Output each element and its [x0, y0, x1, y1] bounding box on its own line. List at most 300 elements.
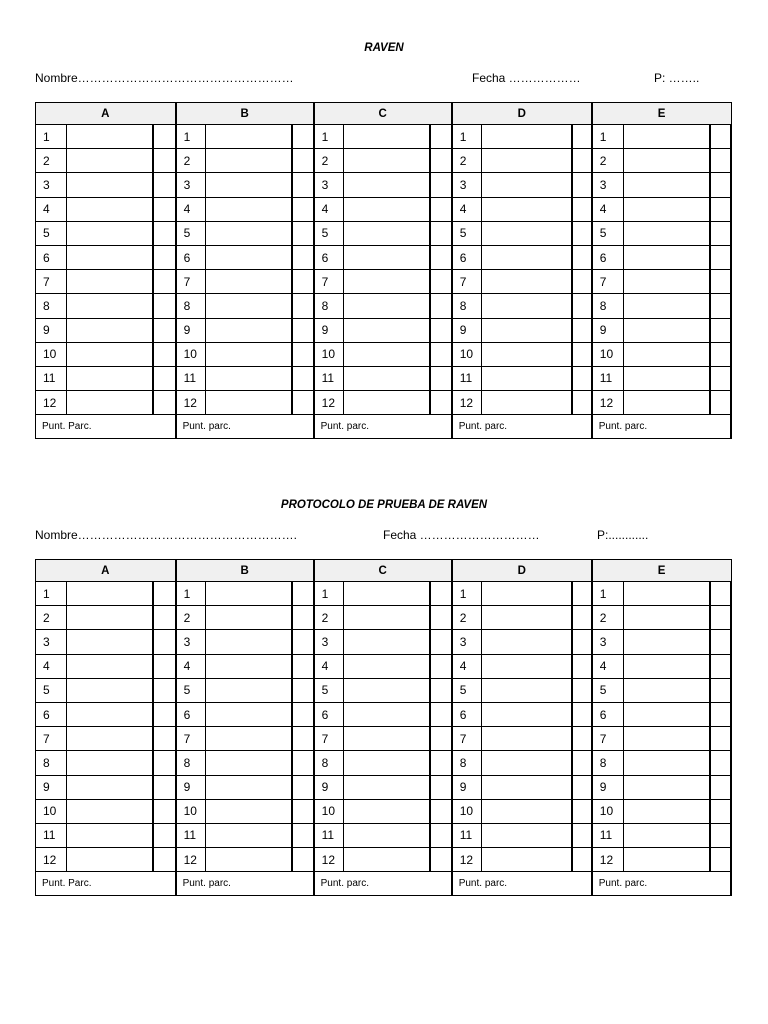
- answer-cell[interactable]: [344, 149, 430, 173]
- answer-cell[interactable]: [482, 848, 572, 872]
- column-header-a: A: [36, 560, 176, 582]
- answer-cell[interactable]: [482, 654, 572, 678]
- answer-cell[interactable]: [206, 630, 292, 654]
- score-cell[interactable]: [153, 391, 176, 415]
- item-number: 2: [176, 606, 206, 630]
- answer-cell[interactable]: [482, 125, 572, 149]
- score-cell[interactable]: [710, 270, 731, 294]
- score-cell[interactable]: [710, 173, 731, 197]
- partial-score-b[interactable]: Punt. parc.: [176, 872, 314, 896]
- table-row: [36, 823, 732, 847]
- answer-cell[interactable]: [624, 318, 710, 342]
- answer-cell[interactable]: [482, 318, 572, 342]
- item-number: 9: [592, 775, 624, 799]
- item-number: 3: [36, 173, 67, 197]
- item-number: 8: [592, 751, 624, 775]
- answer-cell[interactable]: [206, 727, 292, 751]
- score-cell[interactable]: [292, 751, 314, 775]
- score-cell[interactable]: [572, 678, 592, 702]
- item-number: 10: [36, 342, 67, 366]
- form1-p-field[interactable]: P: ……..: [654, 71, 700, 85]
- answer-cell[interactable]: [482, 630, 572, 654]
- answer-cell[interactable]: [67, 823, 153, 847]
- score-cell[interactable]: [153, 654, 176, 678]
- score-cell[interactable]: [710, 727, 731, 751]
- score-cell[interactable]: [710, 366, 731, 390]
- score-cell[interactable]: [292, 270, 314, 294]
- score-cell[interactable]: [710, 702, 731, 726]
- answer-cell[interactable]: [344, 848, 430, 872]
- score-cell[interactable]: [430, 848, 452, 872]
- partial-score-a[interactable]: Punt. Parc.: [36, 415, 176, 439]
- item-number: 4: [176, 654, 206, 678]
- score-cell[interactable]: [153, 582, 176, 606]
- score-cell[interactable]: [292, 173, 314, 197]
- score-cell[interactable]: [153, 125, 176, 149]
- score-cell[interactable]: [153, 727, 176, 751]
- score-cell[interactable]: [430, 270, 452, 294]
- answer-cell[interactable]: [344, 702, 430, 726]
- item-number: 3: [176, 630, 206, 654]
- item-number: 4: [592, 654, 624, 678]
- score-cell[interactable]: [572, 245, 592, 269]
- answer-cell[interactable]: [624, 606, 710, 630]
- answer-cell[interactable]: [67, 848, 153, 872]
- partial-score-c[interactable]: Punt. parc.: [314, 415, 452, 439]
- score-cell[interactable]: [153, 318, 176, 342]
- score-cell[interactable]: [572, 197, 592, 221]
- answer-cell[interactable]: [624, 245, 710, 269]
- score-cell[interactable]: [292, 775, 314, 799]
- score-cell[interactable]: [572, 823, 592, 847]
- answer-cell[interactable]: [206, 294, 292, 318]
- score-cell[interactable]: [153, 630, 176, 654]
- answer-cell[interactable]: [624, 221, 710, 245]
- form2-answer-grid: [35, 559, 732, 896]
- answer-cell[interactable]: [67, 582, 153, 606]
- answer-cell[interactable]: [206, 197, 292, 221]
- item-number: 2: [314, 149, 344, 173]
- answer-cell[interactable]: [482, 270, 572, 294]
- score-cell[interactable]: [153, 799, 176, 823]
- score-cell[interactable]: [292, 342, 314, 366]
- answer-cell[interactable]: [344, 654, 430, 678]
- answer-cell[interactable]: [344, 678, 430, 702]
- answer-cell[interactable]: [624, 149, 710, 173]
- score-cell[interactable]: [153, 678, 176, 702]
- score-cell[interactable]: [710, 630, 731, 654]
- answer-cell[interactable]: [206, 318, 292, 342]
- partial-score-c[interactable]: Punt. parc.: [314, 872, 452, 896]
- answer-cell[interactable]: [482, 678, 572, 702]
- score-cell[interactable]: [430, 823, 452, 847]
- score-cell[interactable]: [292, 245, 314, 269]
- partial-score-e[interactable]: Punt. parc.: [592, 415, 731, 439]
- answer-cell[interactable]: [482, 149, 572, 173]
- answer-cell[interactable]: [624, 294, 710, 318]
- score-cell[interactable]: [430, 391, 452, 415]
- answer-cell[interactable]: [67, 391, 153, 415]
- score-cell[interactable]: [292, 678, 314, 702]
- table-row: [36, 221, 732, 245]
- item-number: 11: [314, 823, 344, 847]
- score-cell[interactable]: [430, 799, 452, 823]
- score-cell[interactable]: [430, 702, 452, 726]
- answer-cell[interactable]: [482, 366, 572, 390]
- answer-cell[interactable]: [482, 775, 572, 799]
- answer-cell[interactable]: [344, 727, 430, 751]
- answer-cell[interactable]: [344, 245, 430, 269]
- score-cell[interactable]: [710, 678, 731, 702]
- answer-cell[interactable]: [206, 678, 292, 702]
- answer-cell[interactable]: [67, 799, 153, 823]
- score-cell[interactable]: [572, 848, 592, 872]
- answer-cell[interactable]: [624, 751, 710, 775]
- score-cell[interactable]: [572, 294, 592, 318]
- score-cell[interactable]: [430, 630, 452, 654]
- form1-nombre-field[interactable]: Nombre………………………………………………: [35, 71, 294, 85]
- answer-cell[interactable]: [482, 582, 572, 606]
- column-header-d: D: [452, 560, 592, 582]
- partial-score-d[interactable]: Punt. parc.: [452, 872, 592, 896]
- item-number: 5: [592, 678, 624, 702]
- answer-cell[interactable]: [206, 342, 292, 366]
- answer-cell[interactable]: [67, 221, 153, 245]
- score-cell[interactable]: [430, 366, 452, 390]
- item-number: 4: [36, 197, 67, 221]
- score-cell[interactable]: [430, 727, 452, 751]
- partial-score-b[interactable]: Punt. parc.: [176, 415, 314, 439]
- answer-cell[interactable]: [344, 630, 430, 654]
- score-cell[interactable]: [710, 654, 731, 678]
- score-cell[interactable]: [292, 848, 314, 872]
- score-cell[interactable]: [292, 654, 314, 678]
- answer-cell[interactable]: [482, 727, 572, 751]
- item-number: 9: [314, 775, 344, 799]
- answer-cell[interactable]: [206, 245, 292, 269]
- score-cell[interactable]: [292, 606, 314, 630]
- answer-cell[interactable]: [624, 391, 710, 415]
- answer-cell[interactable]: [624, 678, 710, 702]
- answer-cell[interactable]: [344, 294, 430, 318]
- answer-cell[interactable]: [482, 342, 572, 366]
- answer-cell[interactable]: [67, 197, 153, 221]
- answer-cell[interactable]: [624, 582, 710, 606]
- score-cell[interactable]: [710, 294, 731, 318]
- table-row: [36, 799, 732, 823]
- item-number: 3: [36, 630, 67, 654]
- score-cell[interactable]: [430, 197, 452, 221]
- score-cell[interactable]: [710, 221, 731, 245]
- score-cell[interactable]: [710, 823, 731, 847]
- score-cell[interactable]: [430, 245, 452, 269]
- partial-score-d[interactable]: Punt. parc.: [452, 415, 592, 439]
- score-cell[interactable]: [710, 197, 731, 221]
- score-cell[interactable]: [572, 799, 592, 823]
- score-cell[interactable]: [710, 125, 731, 149]
- answer-cell[interactable]: [482, 173, 572, 197]
- form2-p-field[interactable]: P:............: [597, 528, 649, 542]
- score-cell[interactable]: [292, 391, 314, 415]
- answer-cell[interactable]: [67, 775, 153, 799]
- answer-cell[interactable]: [344, 125, 430, 149]
- score-cell[interactable]: [710, 149, 731, 173]
- answer-cell[interactable]: [482, 823, 572, 847]
- answer-cell[interactable]: [482, 294, 572, 318]
- answer-cell[interactable]: [344, 221, 430, 245]
- score-cell[interactable]: [153, 606, 176, 630]
- score-cell[interactable]: [292, 366, 314, 390]
- answer-cell[interactable]: [624, 775, 710, 799]
- answer-cell[interactable]: [67, 751, 153, 775]
- answer-cell[interactable]: [482, 606, 572, 630]
- answer-cell[interactable]: [67, 366, 153, 390]
- score-cell[interactable]: [430, 751, 452, 775]
- partial-score-e[interactable]: Punt. parc.: [592, 872, 731, 896]
- answer-cell[interactable]: [344, 751, 430, 775]
- answer-cell[interactable]: [344, 342, 430, 366]
- answer-cell[interactable]: [67, 318, 153, 342]
- item-number: 8: [592, 294, 624, 318]
- item-number: 1: [36, 125, 67, 149]
- answer-cell[interactable]: [206, 702, 292, 726]
- score-cell[interactable]: [153, 270, 176, 294]
- score-cell[interactable]: [710, 775, 731, 799]
- answer-cell[interactable]: [624, 366, 710, 390]
- score-cell[interactable]: [430, 318, 452, 342]
- score-cell[interactable]: [572, 654, 592, 678]
- answer-cell[interactable]: [482, 391, 572, 415]
- score-cell[interactable]: [292, 823, 314, 847]
- answer-cell[interactable]: [344, 270, 430, 294]
- score-cell[interactable]: [710, 606, 731, 630]
- score-cell[interactable]: [153, 221, 176, 245]
- score-cell[interactable]: [430, 173, 452, 197]
- score-cell[interactable]: [153, 366, 176, 390]
- score-cell[interactable]: [292, 799, 314, 823]
- score-cell[interactable]: [572, 270, 592, 294]
- score-cell[interactable]: [710, 318, 731, 342]
- answer-cell[interactable]: [67, 654, 153, 678]
- answer-cell[interactable]: [67, 342, 153, 366]
- score-cell[interactable]: [710, 751, 731, 775]
- score-cell[interactable]: [710, 245, 731, 269]
- answer-cell[interactable]: [624, 799, 710, 823]
- score-cell[interactable]: [430, 606, 452, 630]
- answer-cell[interactable]: [344, 197, 430, 221]
- score-cell[interactable]: [153, 823, 176, 847]
- item-number: 9: [452, 318, 482, 342]
- answer-cell[interactable]: [206, 799, 292, 823]
- item-number: 1: [314, 582, 344, 606]
- table-row: [36, 391, 732, 415]
- answer-cell[interactable]: [624, 654, 710, 678]
- score-cell[interactable]: [710, 582, 731, 606]
- item-number: 4: [592, 197, 624, 221]
- item-number: 7: [36, 270, 67, 294]
- answer-cell[interactable]: [206, 173, 292, 197]
- score-cell[interactable]: [430, 342, 452, 366]
- score-cell[interactable]: [153, 197, 176, 221]
- answer-cell[interactable]: [344, 775, 430, 799]
- answer-cell[interactable]: [344, 582, 430, 606]
- score-cell[interactable]: [572, 727, 592, 751]
- score-cell[interactable]: [572, 125, 592, 149]
- partial-score-a[interactable]: Punt. Parc.: [36, 872, 176, 896]
- item-number: 10: [176, 342, 206, 366]
- score-cell[interactable]: [430, 654, 452, 678]
- answer-cell[interactable]: [67, 630, 153, 654]
- score-cell[interactable]: [153, 848, 176, 872]
- answer-cell[interactable]: [624, 702, 710, 726]
- score-cell[interactable]: [572, 702, 592, 726]
- score-cell[interactable]: [572, 606, 592, 630]
- item-number: 2: [592, 606, 624, 630]
- answer-cell[interactable]: [344, 799, 430, 823]
- score-cell[interactable]: [430, 775, 452, 799]
- answer-cell[interactable]: [67, 606, 153, 630]
- score-cell[interactable]: [572, 630, 592, 654]
- answer-cell[interactable]: [624, 125, 710, 149]
- score-cell[interactable]: [430, 149, 452, 173]
- score-cell[interactable]: [572, 318, 592, 342]
- answer-cell[interactable]: [624, 630, 710, 654]
- score-cell[interactable]: [153, 294, 176, 318]
- item-number: 12: [314, 391, 344, 415]
- answer-cell[interactable]: [482, 751, 572, 775]
- score-cell[interactable]: [572, 342, 592, 366]
- score-cell[interactable]: [572, 221, 592, 245]
- form2-nombre-field[interactable]: Nombre……………………………………………….: [35, 528, 298, 542]
- score-cell[interactable]: [153, 245, 176, 269]
- answer-cell[interactable]: [344, 173, 430, 197]
- answer-cell[interactable]: [344, 606, 430, 630]
- score-cell[interactable]: [710, 848, 731, 872]
- score-cell[interactable]: [572, 775, 592, 799]
- table-row: [36, 606, 732, 630]
- answer-cell[interactable]: [344, 366, 430, 390]
- score-cell[interactable]: [153, 342, 176, 366]
- answer-cell[interactable]: [624, 342, 710, 366]
- score-cell[interactable]: [710, 391, 731, 415]
- score-cell[interactable]: [572, 391, 592, 415]
- answer-cell[interactable]: [67, 727, 153, 751]
- score-cell[interactable]: [572, 366, 592, 390]
- score-cell[interactable]: [153, 149, 176, 173]
- item-number: 7: [314, 727, 344, 751]
- form2-fecha-field[interactable]: Fecha …………………………: [383, 528, 540, 542]
- score-cell[interactable]: [292, 221, 314, 245]
- answer-cell[interactable]: [624, 848, 710, 872]
- score-cell[interactable]: [430, 678, 452, 702]
- score-cell[interactable]: [710, 799, 731, 823]
- score-cell[interactable]: [292, 702, 314, 726]
- item-number: 1: [176, 582, 206, 606]
- answer-cell[interactable]: [67, 270, 153, 294]
- answer-cell[interactable]: [67, 125, 153, 149]
- answer-cell[interactable]: [344, 391, 430, 415]
- answer-cell[interactable]: [67, 678, 153, 702]
- column-header-c: C: [314, 103, 452, 125]
- score-cell[interactable]: [292, 318, 314, 342]
- item-number: 7: [592, 727, 624, 751]
- item-number: 9: [36, 775, 67, 799]
- score-cell[interactable]: [292, 630, 314, 654]
- form1-fecha-field[interactable]: Fecha ………………: [472, 71, 581, 85]
- answer-cell[interactable]: [482, 245, 572, 269]
- score-cell[interactable]: [430, 125, 452, 149]
- score-cell[interactable]: [153, 775, 176, 799]
- answer-cell[interactable]: [206, 848, 292, 872]
- answer-cell[interactable]: [482, 197, 572, 221]
- answer-cell[interactable]: [67, 149, 153, 173]
- answer-cell[interactable]: [344, 318, 430, 342]
- score-cell[interactable]: [292, 149, 314, 173]
- score-cell[interactable]: [430, 294, 452, 318]
- answer-cell[interactable]: [67, 245, 153, 269]
- answer-cell[interactable]: [624, 173, 710, 197]
- answer-cell[interactable]: [624, 727, 710, 751]
- item-number: 6: [452, 702, 482, 726]
- score-cell[interactable]: [292, 727, 314, 751]
- answer-cell[interactable]: [206, 270, 292, 294]
- score-cell[interactable]: [153, 702, 176, 726]
- answer-cell[interactable]: [206, 149, 292, 173]
- answer-cell[interactable]: [206, 125, 292, 149]
- score-cell[interactable]: [292, 294, 314, 318]
- score-cell[interactable]: [292, 582, 314, 606]
- answer-cell[interactable]: [206, 391, 292, 415]
- item-number: 2: [176, 149, 206, 173]
- score-cell[interactable]: [572, 149, 592, 173]
- answer-cell[interactable]: [206, 366, 292, 390]
- score-cell[interactable]: [572, 173, 592, 197]
- answer-cell[interactable]: [206, 606, 292, 630]
- answer-cell[interactable]: [206, 775, 292, 799]
- answer-cell[interactable]: [624, 823, 710, 847]
- score-cell[interactable]: [153, 173, 176, 197]
- score-cell[interactable]: [710, 342, 731, 366]
- answer-cell[interactable]: [67, 702, 153, 726]
- answer-cell[interactable]: [67, 173, 153, 197]
- answer-cell[interactable]: [206, 582, 292, 606]
- answer-cell[interactable]: [206, 654, 292, 678]
- item-number: 1: [452, 125, 482, 149]
- answer-cell[interactable]: [206, 221, 292, 245]
- answer-cell[interactable]: [206, 823, 292, 847]
- answer-cell[interactable]: [624, 270, 710, 294]
- answer-cell[interactable]: [344, 823, 430, 847]
- item-number: 12: [592, 848, 624, 872]
- answer-cell[interactable]: [624, 197, 710, 221]
- answer-cell[interactable]: [482, 702, 572, 726]
- answer-cell[interactable]: [67, 294, 153, 318]
- score-cell[interactable]: [292, 125, 314, 149]
- score-cell[interactable]: [153, 751, 176, 775]
- answer-cell[interactable]: [482, 221, 572, 245]
- item-number: 6: [176, 245, 206, 269]
- score-cell[interactable]: [430, 582, 452, 606]
- score-cell[interactable]: [572, 751, 592, 775]
- score-cell[interactable]: [292, 197, 314, 221]
- item-number: 8: [452, 294, 482, 318]
- score-cell[interactable]: [572, 582, 592, 606]
- score-cell[interactable]: [430, 221, 452, 245]
- table-row: [36, 727, 732, 751]
- answer-cell[interactable]: [206, 751, 292, 775]
- answer-cell[interactable]: [482, 799, 572, 823]
- item-number: 4: [36, 654, 67, 678]
